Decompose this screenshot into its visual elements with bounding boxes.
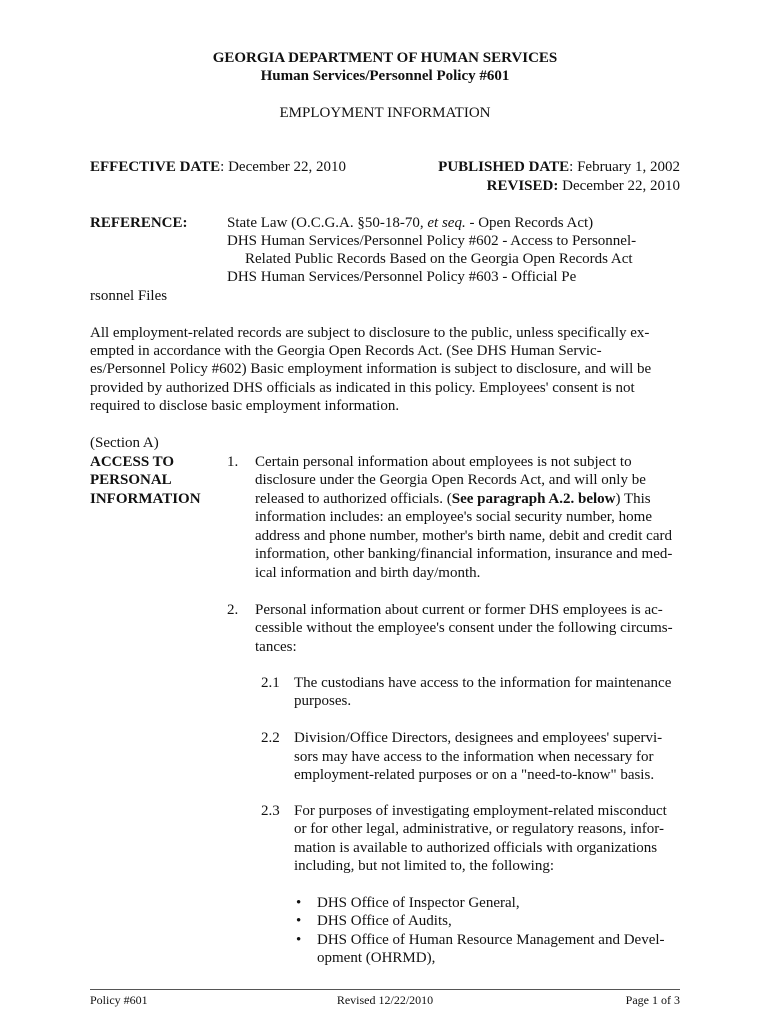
reference-line-2: DHS Human Services/Personnel Policy #602 - Access to Personnel- [227, 233, 637, 249]
item-1-line-3-bold: See paragraph A.2. below [451, 491, 616, 507]
published-date-label: PUBLISHED DATE [438, 159, 570, 175]
item-1-line [255, 490, 651, 508]
item-1-line-3-pre: released to authorized officials. ( [255, 491, 452, 507]
reference-line-1-em: et seq. [427, 215, 466, 231]
published-date-value: : February 1, 2002 [569, 159, 680, 175]
reference-line-1-post: - Open Records Act) [465, 215, 594, 231]
subitem-2-3-line: For purposes of investigating employment-related misconduct [294, 803, 667, 819]
footer-divider [90, 989, 680, 990]
bullet-icon: • [296, 932, 302, 948]
bullet-item-continuation: opment (OHRMD), [317, 950, 436, 966]
reference-line-5: rsonnel Files [90, 288, 168, 304]
policy-title: Human Services/Personnel Policy #601 [260, 68, 510, 84]
subitem-2-2-line: Division/Office Directors, designees and employees' supervi- [294, 730, 663, 746]
item-1-line-3-post: ) This [615, 491, 651, 507]
item-1-line: information includes: an employee's social security number, home [255, 509, 652, 525]
subitem-2-1-line: The custodians have access to the information for maintenance [294, 675, 672, 691]
intro-line: required to disclose basic employment information. [90, 398, 400, 414]
intro-line: provided by authorized DHS officials as indicated in this policy. Employees' consent is not [90, 380, 635, 396]
subitem-2-1-number: 2.1 [261, 675, 280, 691]
bullet-item: DHS Office of Inspector General, [317, 895, 520, 911]
item-2-line: tances: [255, 639, 297, 655]
subitem-2-2-line: sors may have access to the information when necessary for [294, 749, 654, 765]
reference-label: REFERENCE: [90, 215, 188, 231]
item-1-line: Certain personal information about employees is not subject to [255, 454, 632, 470]
subitem-2-2-line: employment-related purposes or on a "need-to-know" basis. [294, 767, 655, 783]
effective-date-label: EFFECTIVE DATE [90, 159, 221, 175]
intro-line: empted in accordance with the Georgia Open Records Act. (See DHS Human Servic- [90, 343, 602, 359]
item-1-line: disclosure under the Georgia Open Records Act, and will only be [255, 472, 646, 488]
subitem-2-3-number: 2.3 [261, 803, 280, 819]
subitem-2-1-line: purposes. [294, 693, 352, 709]
item-1-line: ical information and birth day/month. [255, 565, 481, 581]
bullet-icon: • [296, 913, 302, 929]
item-1-number: 1. [227, 454, 239, 470]
item-1-line: address and phone number, mother's birth name, debit and credit card [255, 528, 672, 544]
reference-line-1 [227, 214, 593, 232]
subitem-2-3-line: or for other legal, administrative, or regulatory reasons, infor- [294, 821, 664, 837]
effective-date [90, 158, 346, 176]
footer-policy: Policy #601 [90, 993, 148, 1007]
subitem-2-2-number: 2.2 [261, 730, 280, 746]
published-date [438, 158, 680, 176]
item-1-line: information, other banking/financial information, insurance and med- [255, 546, 673, 562]
reference-line-4: DHS Human Services/Personnel Policy #603 - Official Pe [227, 269, 577, 285]
footer-page-number: Page 1 of 3 [625, 993, 680, 1007]
footer-revised: Revised 12/22/2010 [336, 993, 434, 1007]
bullet-item: DHS Office of Audits, [317, 913, 452, 929]
section-label: (Section A) [90, 435, 159, 451]
subitem-2-3-line: mation is available to authorized officials with organizations [294, 840, 658, 856]
revised-date-value: December 22, 2010 [558, 178, 680, 194]
reference-line-3: Related Public Records Based on the Georgia Open Records Act [245, 251, 633, 267]
section-title-line: PERSONAL [90, 472, 172, 488]
item-2-line: cessible without the employee's consent under the following circums- [255, 620, 673, 636]
intro-line: All employment-related records are subject to disclosure to the public, unless specifically ex- [90, 325, 650, 341]
item-2-line: Personal information about current or former DHS employees is ac- [255, 602, 663, 618]
bullet-item: DHS Office of Human Resource Management and Devel- [317, 932, 665, 948]
revised-date [487, 177, 680, 195]
subitem-2-3-line: including, but not limited to, the following: [294, 858, 554, 874]
agency-title: GEORGIA DEPARTMENT OF HUMAN SERVICES [212, 50, 558, 66]
revised-date-label: REVISED: [486, 178, 559, 194]
effective-date-value: : December 22, 2010 [220, 159, 346, 175]
item-2-number: 2. [227, 602, 239, 618]
subject-title: EMPLOYMENT INFORMATION [279, 105, 491, 121]
bullet-icon: • [296, 895, 302, 911]
intro-line: es/Personnel Policy #602) Basic employment information is subject to disclosure, and will be [90, 361, 652, 377]
reference-line-1-pre: State Law (O.C.G.A. §50-18-70, [227, 215, 428, 231]
section-title-line: INFORMATION [90, 491, 201, 507]
section-title-line: ACCESS TO [90, 454, 175, 470]
